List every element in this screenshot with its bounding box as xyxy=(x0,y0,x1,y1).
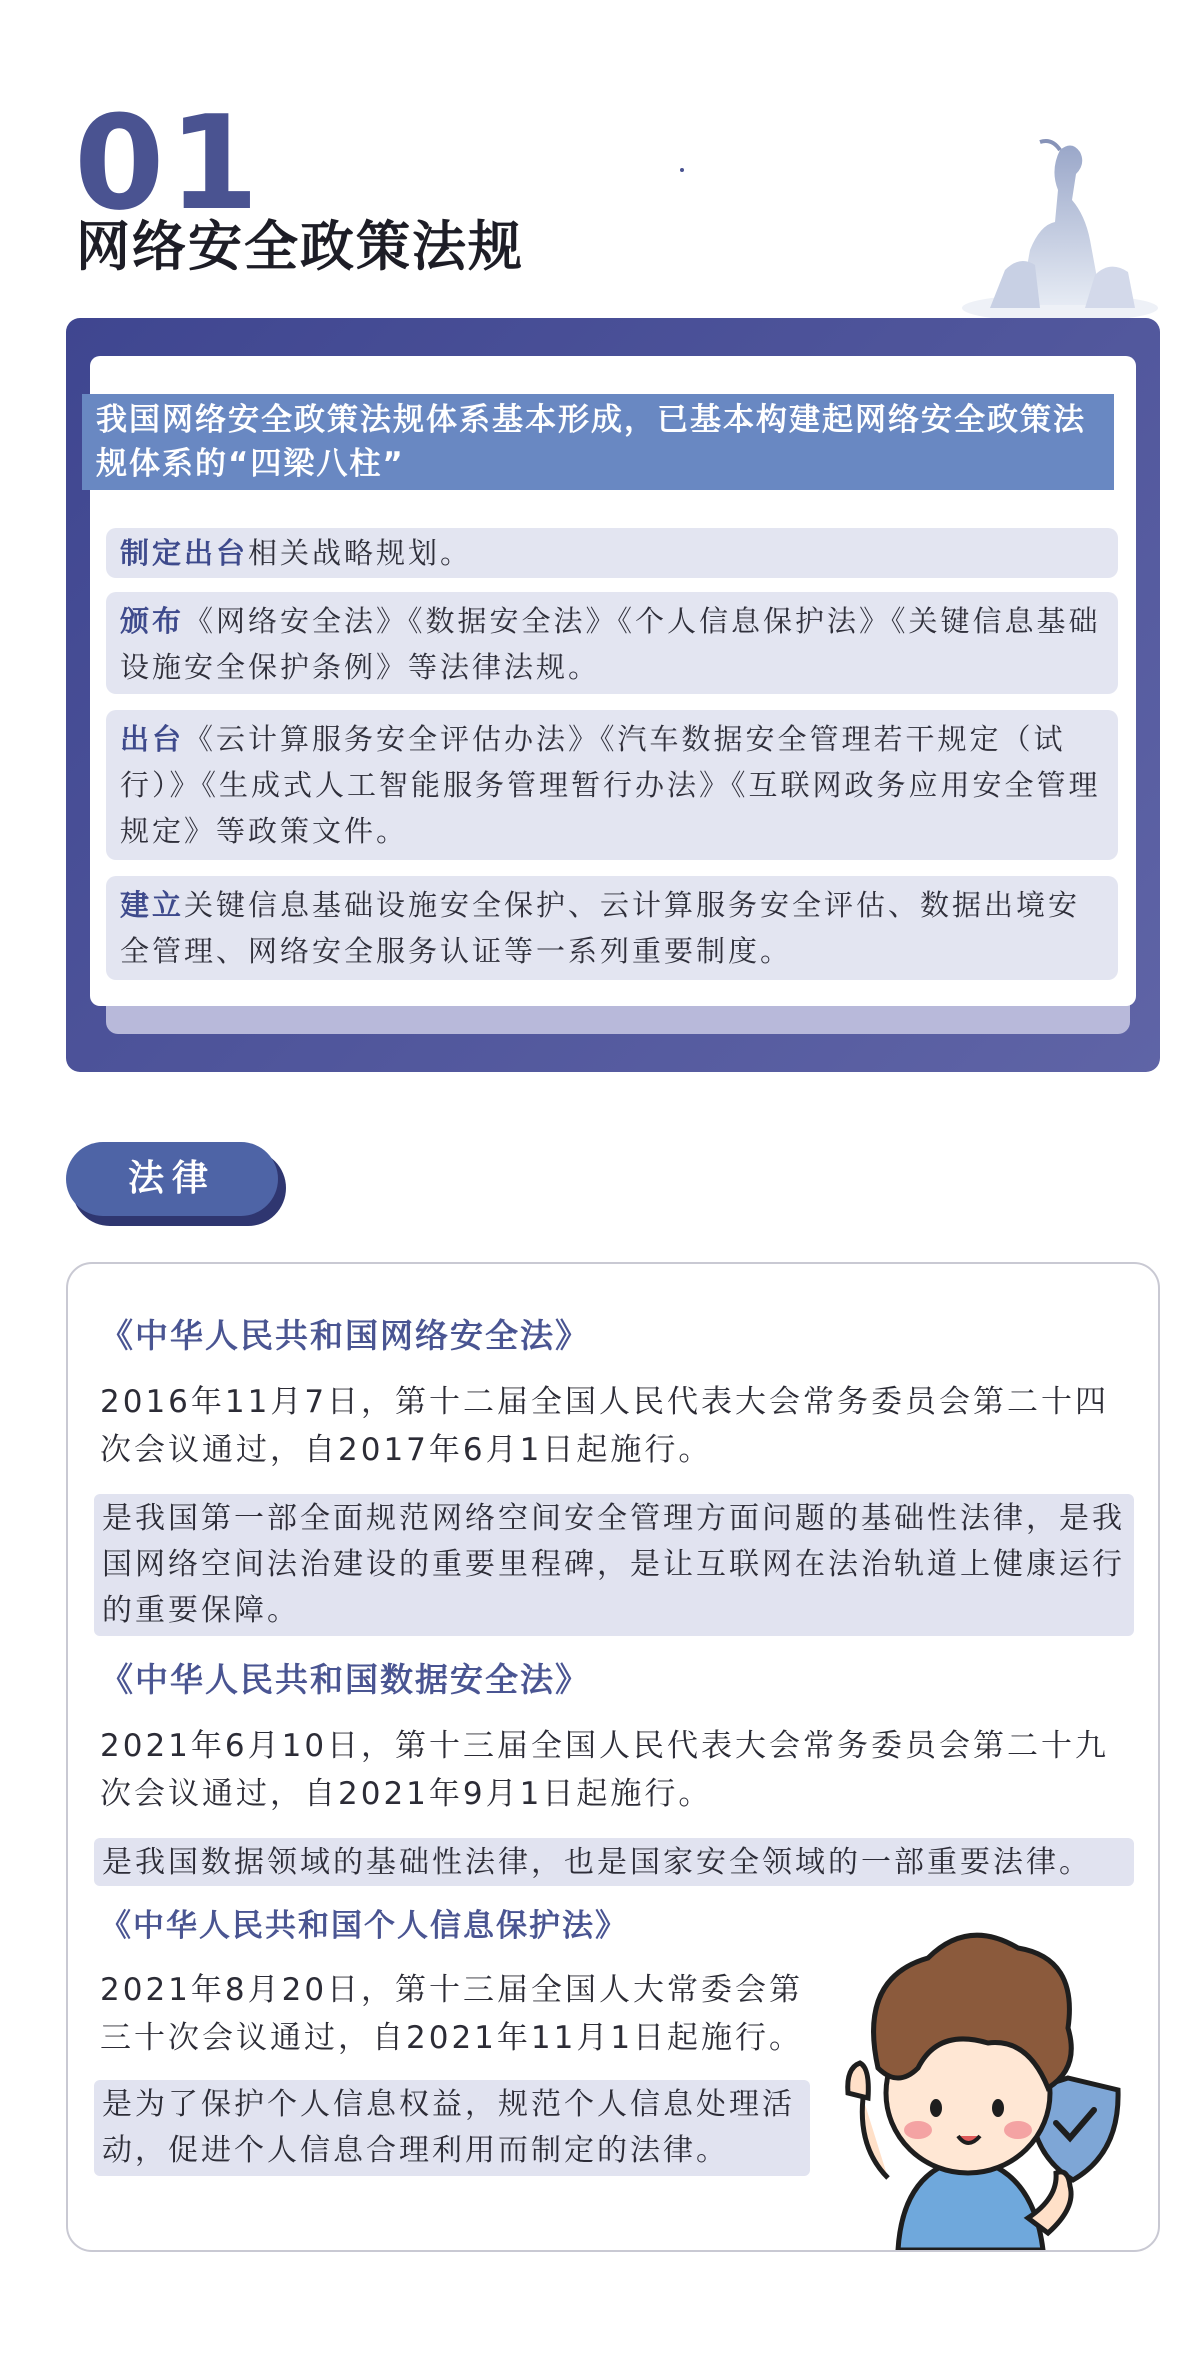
goat-statue-illustration xyxy=(960,130,1160,320)
policy-item-text: 关键信息基础设施安全保护、云计算服务安全评估、数据出境安全管理、网络安全服务认证等一系列重要制度。 xyxy=(120,888,1081,968)
policy-item-text: 《云计算服务安全评估办法》《汽车数据安全管理若干规定（试行）》《生成式人工智能服务管理暂行办法》《互联网政务应用安全管理规定》等政策文件。 xyxy=(120,722,1101,848)
policy-headline-highlight: “四梁八柱” xyxy=(228,446,405,482)
law-description: 是我国数据领域的基础性法律，也是国家安全领域的一部重要法律。 xyxy=(94,1838,1134,1886)
policy-item-text: 《网络安全法》《数据安全法》《个人信息保护法》《关键信息基础设施安全保护条例》等法律法规。 xyxy=(120,604,1101,684)
law-date: 2021年6月10日，第十三届全国人民代表大会常务委员会第二十九次会议通过，自2021年9月1日起施行。 xyxy=(100,1728,1110,1812)
section-title: 网络安全政策法规 xyxy=(76,215,524,278)
policy-item-keyword: 制定出台 xyxy=(120,536,249,570)
law-title: 《中华人民共和国数据安全法》 xyxy=(100,1660,590,1699)
law-title: 《中华人民共和国网络安全法》 xyxy=(100,1316,590,1355)
policy-item xyxy=(106,592,1118,694)
law-date: 2021年8月20日，第十三届全国人大常委会第三十次会议通过，自2021年11月1日起施行。 xyxy=(100,1972,804,2056)
policy-item xyxy=(106,528,1118,578)
cartoon-character-illustration xyxy=(818,1918,1158,2250)
law-description: 是为了保护个人信息权益，规范个人信息处理活动，促进个人信息合理利用而制定的法律。 xyxy=(94,2080,810,2176)
policy-item-text: 相关战略规划。 xyxy=(248,536,473,570)
policy-item-keyword: 颁布 xyxy=(120,604,185,638)
policy-item xyxy=(106,876,1118,980)
decor-dot xyxy=(680,168,684,172)
law-title: 《中华人民共和国个人信息保护法》 xyxy=(100,1908,628,1944)
policy-item-keyword: 建立 xyxy=(120,888,185,922)
policy-item-keyword: 出台 xyxy=(120,722,185,756)
policy-item xyxy=(106,710,1118,860)
policy-headline xyxy=(82,394,1114,490)
policy-headline-text: 我国网络安全政策法规体系基本形成，已基本构建起网络安全政策法规体系的 xyxy=(96,402,1086,482)
law-date: 2016年11月7日，第十二届全国人民代表大会常务委员会第二十四次会议通过，自2017年6月1日起施行。 xyxy=(100,1384,1110,1468)
law-description: 是我国第一部全面规范网络空间安全管理方面问题的基础性法律，是我国网络空间法治建设的重要里程碑，是让互联网在法治轨道上健康运行的重要保障。 xyxy=(94,1494,1134,1636)
section-number: 01 xyxy=(74,98,263,216)
law-tab: 法律 xyxy=(66,1142,278,1216)
